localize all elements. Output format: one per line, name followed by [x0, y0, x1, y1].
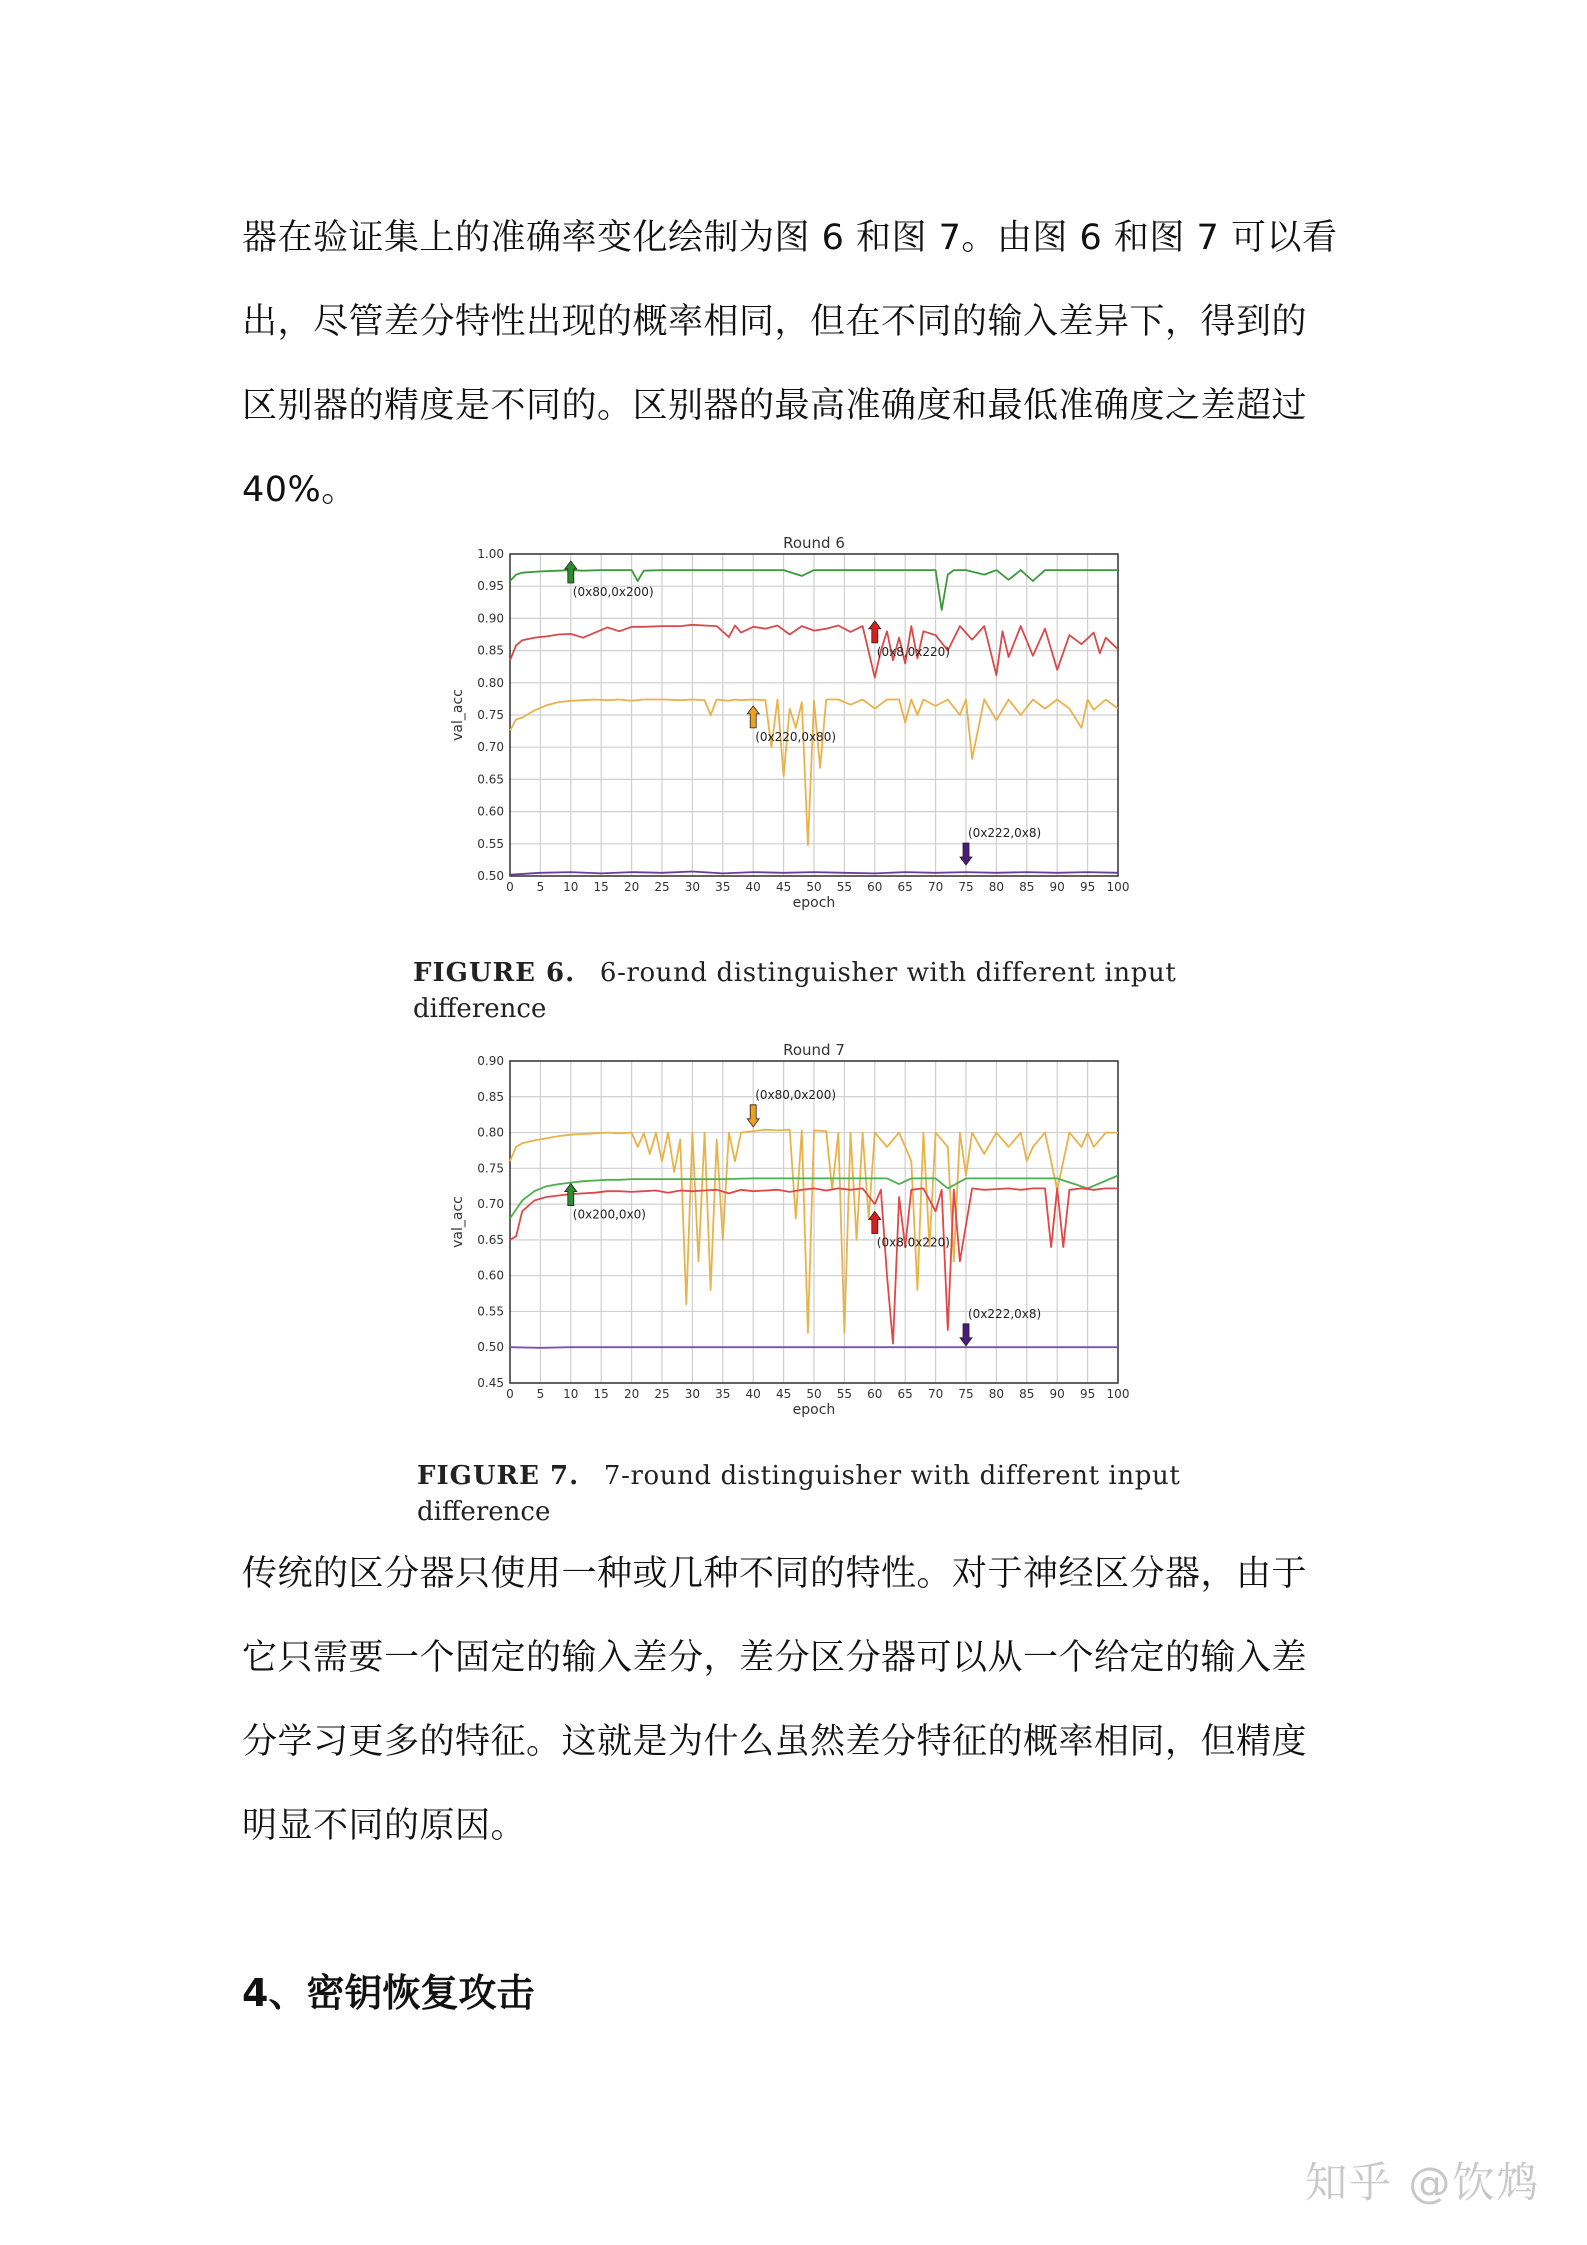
x-axis-label: epoch [792, 1402, 836, 1418]
y-tick-label: 0.70 [477, 1197, 504, 1212]
y-tick-label: 0.75 [477, 1161, 504, 1176]
annotation-label: (0x8,0x220) [876, 644, 951, 659]
y-tick-label: 0.50 [477, 869, 504, 883]
x-tick-label: 10 [563, 880, 579, 894]
x-tick-label: 85 [1019, 880, 1035, 894]
caption-text: 6-round distinguisher with different input [599, 958, 1177, 988]
x-tick-label: 40 [745, 1387, 761, 1401]
x-tick-label: 35 [715, 1387, 731, 1401]
x-tick-label: 90 [1049, 880, 1065, 894]
x-tick-label: 80 [988, 880, 1005, 894]
annotation-label: (0x220,0x80) [755, 729, 837, 744]
series-line [510, 1347, 1118, 1348]
x-tick-label: 45 [775, 880, 792, 894]
x-tick-label: 75 [958, 1387, 974, 1401]
x-tick-label: 30 [684, 880, 701, 894]
x-tick-label: 90 [1049, 1387, 1065, 1401]
caption-text-continued: difference [413, 994, 547, 1024]
x-tick-label: 0 [506, 880, 514, 894]
x-tick-label: 20 [623, 1387, 640, 1401]
x-tick-label: 15 [593, 1387, 609, 1401]
y-tick-label: 0.85 [477, 643, 504, 658]
x-tick-label: 45 [775, 1387, 792, 1401]
figure-6-caption [413, 955, 1193, 1027]
chart-title: Round 7 [783, 1041, 845, 1059]
x-tick-label: 20 [623, 880, 640, 894]
figure-7-chart [440, 1035, 1140, 1420]
x-tick-label: 100 [1106, 880, 1130, 894]
y-tick-label: 0.85 [477, 1089, 504, 1104]
figure-6-chart [440, 528, 1140, 913]
y-tick-label: 0.95 [477, 579, 504, 594]
annotation-label: (0x200,0x0) [572, 1207, 647, 1222]
x-axis-label: epoch [792, 895, 836, 911]
y-tick-label: 1.00 [477, 547, 504, 561]
y-tick-label: 0.80 [477, 1125, 504, 1140]
x-tick-label: 65 [897, 880, 913, 894]
figure-label: FIGURE 6. [413, 958, 576, 988]
annotation-label: (0x8,0x220) [876, 1235, 951, 1250]
paragraph-line: 器在验证集上的准确率变化绘制为图 6 和图 7。由图 6 和图 7 可以看 [242, 218, 1338, 258]
x-tick-label: 5 [536, 880, 545, 894]
paragraph-line: 传统的区分器只使用一种或几种不同的特性。对于神经区分器，由于 [242, 1554, 1308, 1594]
y-tick-label: 0.55 [477, 1304, 504, 1319]
paragraph-1 [242, 196, 1352, 532]
y-tick-label: 0.55 [477, 836, 504, 851]
paragraph-line: 40%。 [242, 470, 357, 510]
y-tick-label: 0.45 [477, 1376, 504, 1390]
x-tick-label: 85 [1019, 1387, 1035, 1401]
paragraph-2 [242, 1532, 1352, 1868]
x-tick-label: 5 [536, 1387, 545, 1401]
x-tick-label: 10 [563, 1387, 579, 1401]
x-tick-label: 40 [745, 880, 761, 894]
paragraph-line: 明显不同的原因。 [242, 1806, 527, 1846]
x-tick-label: 65 [897, 1387, 913, 1401]
annotation-label: (0x222,0x8) [968, 1306, 1042, 1321]
y-tick-label: 0.75 [477, 708, 504, 722]
y-tick-label: 0.70 [477, 740, 504, 755]
x-tick-label: 25 [654, 1387, 670, 1401]
y-tick-label: 0.80 [477, 675, 504, 690]
chart-title: Round 6 [783, 534, 845, 552]
y-tick-label: 0.60 [477, 804, 504, 819]
x-tick-label: 30 [684, 1387, 701, 1401]
x-tick-label: 60 [867, 880, 883, 894]
figure-label: FIGURE 7. [417, 1461, 580, 1491]
x-tick-label: 60 [867, 1387, 883, 1401]
y-tick-label: 0.50 [477, 1340, 504, 1355]
y-tick-label: 0.90 [477, 1054, 504, 1068]
x-tick-label: 25 [654, 880, 670, 894]
x-tick-label: 70 [927, 880, 944, 894]
x-tick-label: 80 [988, 1387, 1005, 1401]
x-tick-label: 95 [1079, 1387, 1096, 1401]
y-tick-label: 0.60 [477, 1268, 504, 1283]
x-tick-label: 50 [806, 1387, 822, 1401]
x-tick-label: 35 [715, 880, 731, 894]
x-tick-label: 0 [506, 1387, 514, 1401]
x-tick-label: 55 [836, 880, 853, 894]
y-tick-label: 0.65 [477, 1232, 504, 1247]
caption-text-continued: difference [417, 1497, 551, 1527]
y-tick-label: 0.65 [477, 772, 504, 787]
x-tick-label: 100 [1106, 1387, 1130, 1401]
x-tick-label: 95 [1079, 880, 1096, 894]
paragraph-line: 它只需要一个固定的输入差分，差分区分器可以从一个给定的输入差 [242, 1638, 1308, 1678]
paragraph-line: 分学习更多的特征。这就是为什么虽然差分特征的概率相同，但精度 [242, 1722, 1308, 1762]
watermark: 知乎 @饮鸩 [1305, 2158, 1541, 2207]
caption-text: 7-round distinguisher with different input [603, 1461, 1181, 1491]
x-tick-label: 55 [836, 1387, 853, 1401]
figure-7-caption [417, 1458, 1197, 1530]
x-tick-label: 70 [927, 1387, 944, 1401]
paragraph-line: 区别器的精度是不同的。区别器的最高准确度和最低准确度之差超过 [242, 386, 1308, 426]
annotation-label: (0x80,0x200) [572, 584, 654, 599]
y-axis-label: val_acc [450, 1196, 466, 1248]
paragraph-line: 出，尽管差分特性出现的概率相同，但在不同的输入差异下，得到的 [242, 302, 1308, 342]
x-tick-label: 50 [806, 880, 822, 894]
x-tick-label: 75 [958, 880, 974, 894]
y-axis-label: val_acc [450, 689, 466, 741]
x-tick-label: 15 [593, 880, 609, 894]
y-tick-label: 0.90 [477, 611, 504, 626]
annotation-label: (0x80,0x200) [755, 1087, 837, 1102]
section-heading: 4、密钥恢复攻击 [242, 1971, 535, 2015]
annotation-label: (0x222,0x8) [968, 826, 1042, 841]
